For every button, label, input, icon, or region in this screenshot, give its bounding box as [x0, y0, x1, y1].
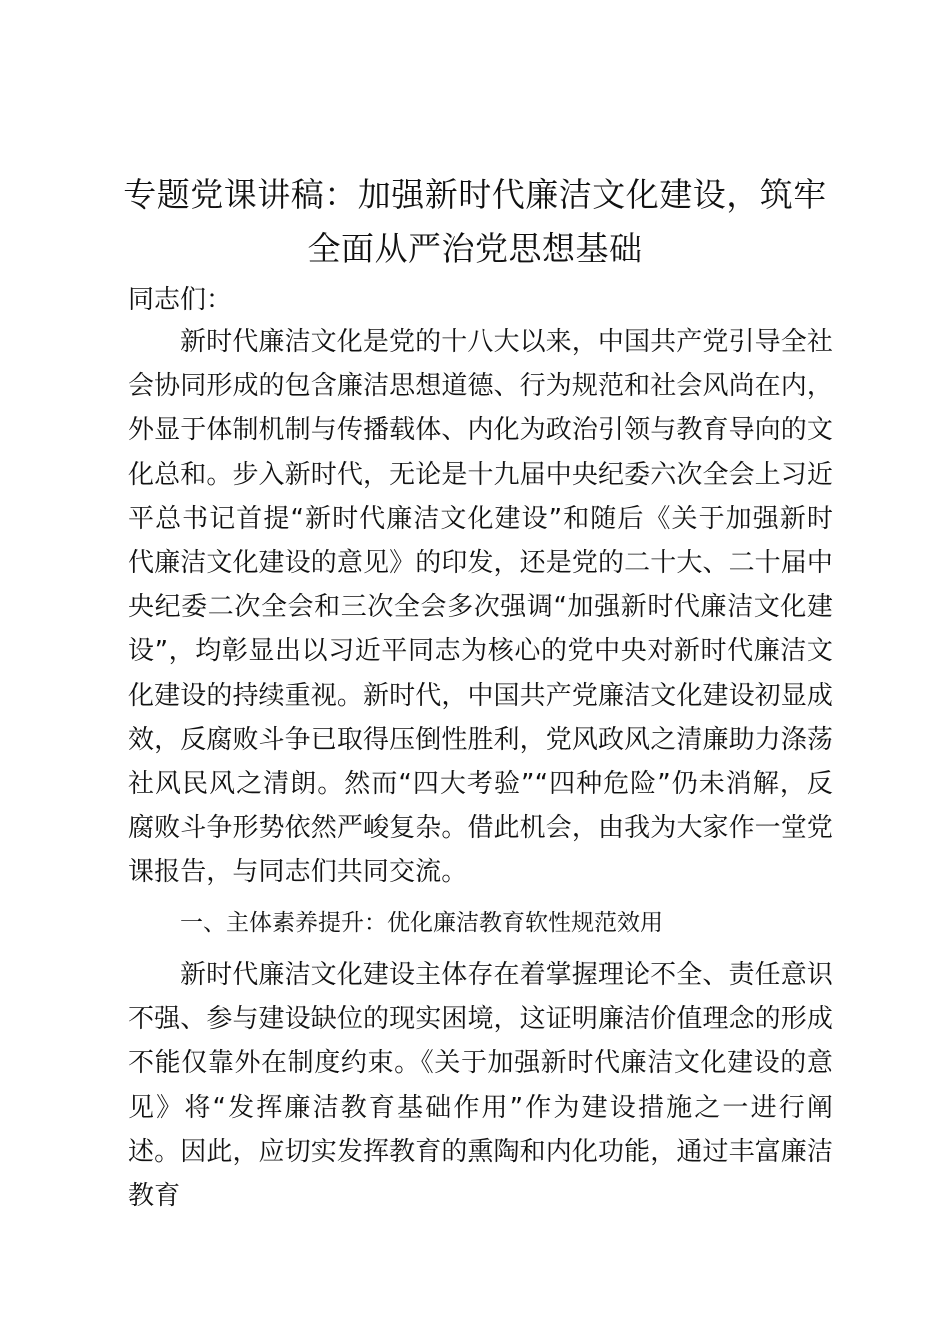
- document-title: 专题党课讲稿：加强新时代廉洁文化建设，筑牢全面从严治党思想基础: [123, 175, 827, 268]
- section-heading: 一、主体素养提升：优化廉洁教育软性规范效用: [180, 910, 663, 936]
- body-paragraph: 新时代廉洁文化建设主体存在着掌握理论不全、责任意识不强、参与建设缺位的现实困境，这证明廉洁价值理念的形成不能仅靠外在制度约束。《关于加强新时代廉洁文化建设的意见》将“发挥廉洁教育基础作用”作为建设措施之一进行阐述。因此，应切实发挥教育的熏陶和内化功能，通过丰富廉洁教育: [128, 960, 833, 1212]
- body-paragraph: 新时代廉洁文化是党的十八大以来，中国共产党引导全社会协同形成的包含廉洁思想道德、行为规范和社会风尚在内，外显于体制机制与传播载体、内化为政治引领与教育导向的文化总和。步入新时代，无论是十九届中央纪委六次全会上习近平总书记首提“新时代廉洁文化建设”和随后《关于加强新时代廉洁文化建设的意见》的印发，还是党的二十大、二十届中央纪委二次全会和三次全会多次强调“加强新时代廉洁文化建设”，均彰显出以习近平同志为核心的党中央对新时代廉洁文化建设的持续重视。新时代，中国共产党廉洁文化建设初显成效，反腐败斗争已取得压倒性胜利，党风政风之清廉助力涤荡社风民风之清朗。然而“四大考验”“四种危险”仍未消解，反腐败斗争形势依然严峻复杂。借此机会，由我为大家作一堂党课报告，与同志们共同交流。: [128, 327, 833, 888]
- greeting: 同志们：: [128, 285, 233, 315]
